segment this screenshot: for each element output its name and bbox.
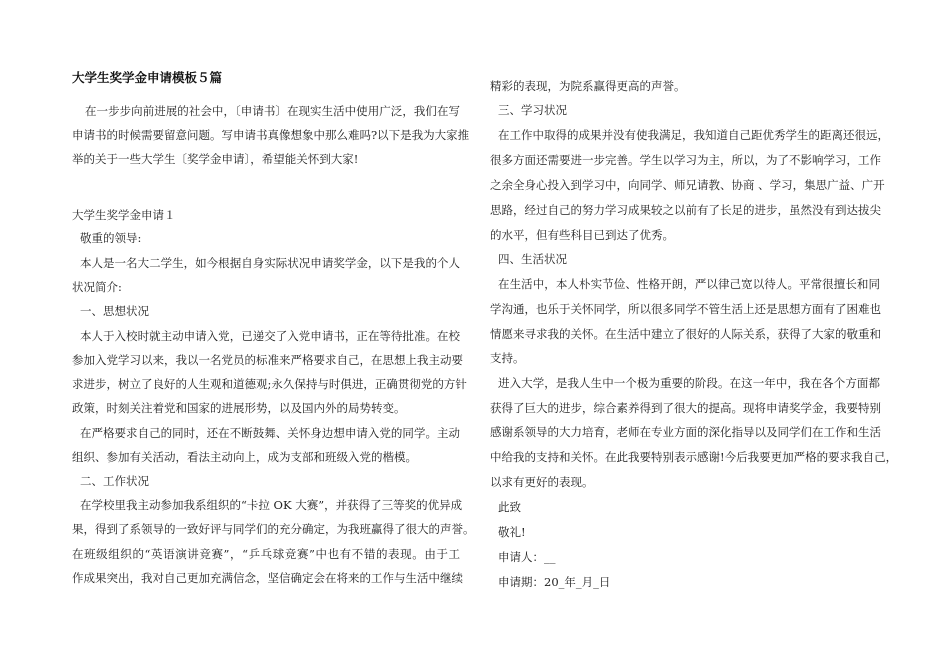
- paragraph-line: 在生活中，本人朴实节俭、性格开朗，严以律己宽以待人。平常很擅长和同: [498, 277, 880, 291]
- paragraph-line: 精彩的表现，为院系赢得更高的声誉。: [490, 79, 686, 93]
- paragraph-line: 学沟通，也乐于关怀同学，所以很多同学不管生活上还是思想方面有了困难也: [490, 302, 881, 316]
- paragraph-line: 的水平，但有些科目已到达了优秀。: [490, 228, 674, 242]
- paragraph-line: 进入大学，是我人生中一个极为重要的阶段。在这一年中，我在各个方面都: [498, 376, 880, 390]
- paragraph-line: 以求有更好的表现。: [490, 475, 594, 489]
- document-title: 大学生奖学金申请模板５篇: [72, 70, 223, 85]
- intro-line: 申请书的时候需要留意问题。写申请书真像想象中那么难吗?以下是我为大家推: [72, 128, 470, 142]
- paragraph-line: 在班级组织的“英语演讲竞赛”，“乒乓球竞赛”中也有不错的表现。由于工: [72, 547, 460, 561]
- sign-off: 敬礼!: [498, 525, 526, 539]
- paragraph-line: 求进步，树立了良好的人生观和道德观;永久保持与时俱进，正确贯彻党的方针: [72, 377, 467, 391]
- date-line: 申请期：20_年_月_日: [498, 575, 611, 589]
- salutation: 敬重的领导:: [80, 231, 142, 245]
- sign-off: 此致: [498, 500, 521, 514]
- applicant-line: 申请人：__: [498, 550, 556, 564]
- paragraph-line: 之余全身心投入到学习中，向同学、师兄请教、协商 、学习，集思广益、广开: [490, 178, 885, 192]
- paragraph-line: 本人于入校时就主动申请入党，已递交了入党申请书，正在等待批准。在校: [80, 329, 460, 343]
- paragraph-line: 作成果突出，我对自己更加充满信念，坚信确定会在将来的工作与生活中继续: [72, 571, 463, 585]
- paragraph-line: 很多方面还需要进一步完善。学生以学习为主，所以，为了不影响学习，工作: [490, 153, 881, 167]
- paragraph-line: 在学校里我主动参加我系组织的“卡拉 OK 大赛”，并获得了三等奖的优异成: [80, 498, 463, 512]
- letter-heading: 大学生奖学金申请１: [72, 208, 176, 222]
- intro-line: 在一步步向前进展的社会中，〔申请书〕在现实生活中使用广泛，我们在写: [85, 104, 460, 118]
- intro-line: 举的关于一些大学生〔奖学金申请〕，希望能关怀到大家!: [72, 152, 359, 166]
- opening-line: 状况简介:: [72, 280, 122, 294]
- paragraph-line: 感谢系领导的大力培育，老师在专业方面的深化指导以及同学们在工作和生活: [490, 425, 881, 439]
- paragraph-line: 参加入党学习以来，我以一名党员的标准来严格要求自己，在思想上我主动要: [72, 353, 463, 367]
- paragraph-line: 获得了巨大的进步，综合素养得到了很大的提高。现将申请奖学金，我要特别: [490, 401, 881, 415]
- paragraph-line: 在工作中取得的成果并没有使我满足，我知道自己距优秀学生的距离还很远，: [498, 128, 889, 142]
- section-heading: 三、学习状况: [498, 103, 567, 117]
- paragraph-line: 中给我的支持和关怀。在此我要特别表示感谢!今后我要更加严格的要求我自己，: [490, 450, 898, 464]
- paragraph-line: 在严格要求自己的同时，还在不断鼓舞、关怀身边想申请入党的同学。主动: [80, 426, 460, 440]
- paragraph-line: 情愿来寻求我的关怀。在生活中建立了很好的人际关系，获得了大家的敬重和: [490, 327, 881, 341]
- section-heading: 二、工作状况: [80, 474, 149, 488]
- paragraph-line: 果，得到了系领导的一致好评与同学们的充分确定，为我班赢得了很大的声誉。: [72, 522, 475, 536]
- paragraph-line: 政策，时刻关注着党和国家的进展形势，以及国内外的局势转变。: [72, 401, 406, 415]
- paragraph-line: 组织、参加有关活动，看法主动向上，成为支部和班级入党的楷模。: [72, 450, 417, 464]
- section-heading: 一、思想状况: [80, 304, 149, 318]
- paragraph-line: 思路，经过自己的努力学习成果较之以前有了长足的进步，虽然没有到达拔尖: [490, 203, 881, 217]
- opening-line: 本人是一名大二学生，如今根据自身实际状况申请奖学金，以下是我的个人: [80, 256, 460, 270]
- paragraph-line: 支持。: [490, 351, 525, 365]
- section-heading: 四、生活状况: [498, 252, 567, 266]
